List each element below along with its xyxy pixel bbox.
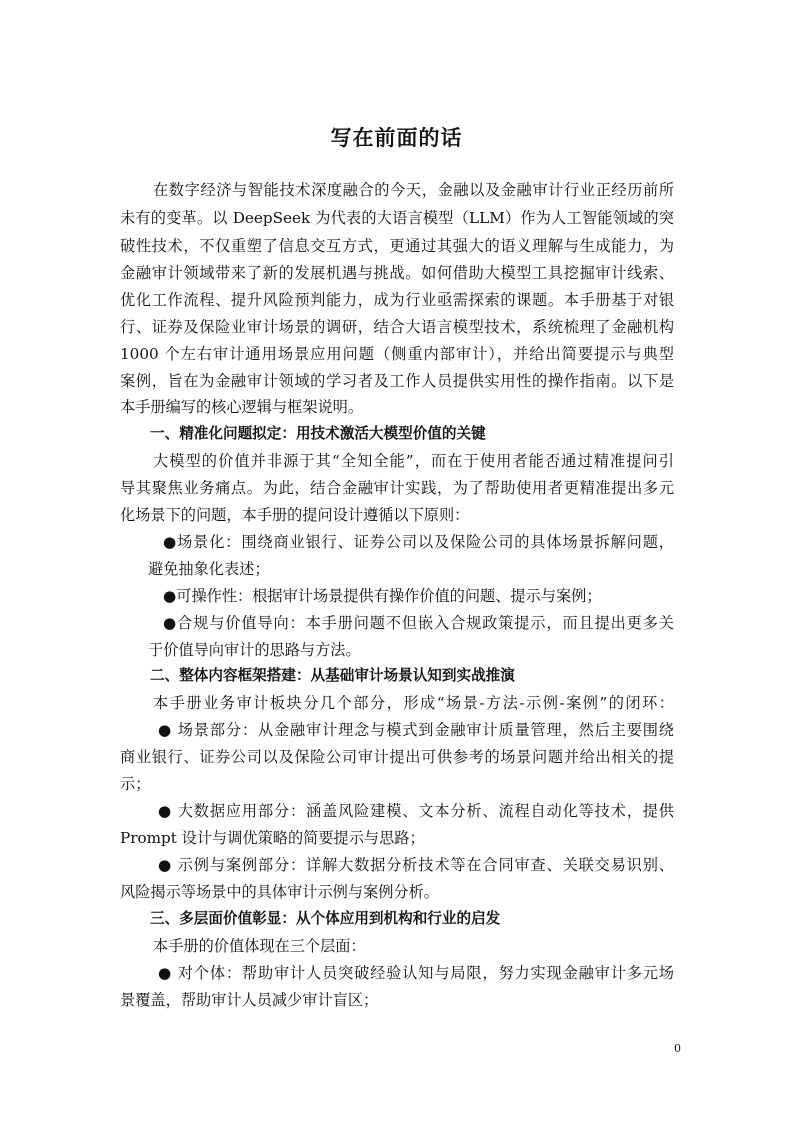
bullet-item-line: 商业银行、证券公司以及保险公司审计提出可供参考的场景问题并给出相关的提 bbox=[120, 748, 674, 766]
bullet-item-line: ● 大数据应用部分：涵盖风险建模、文本分析、流程自动化等技术，提供 bbox=[158, 802, 674, 820]
bullet-item-line: 于价值导向审计的思路与方法。 bbox=[148, 641, 361, 659]
bullet-item-line: ●合规与价值导向：本手册问题不但嵌入合规政策提示，而且提出更多关 bbox=[163, 614, 674, 632]
section-heading-3: 三、多层面价值彰显：从个体应用到机构和行业的启发 bbox=[150, 910, 501, 927]
bullet-item-line: ● 场景部分：从金融审计理念与模式到金融审计质量管理，然后主要围绕 bbox=[158, 721, 674, 739]
page-title: 写在前面的话 bbox=[330, 126, 463, 150]
bullet-item-line: ●可操作性：根据审计场景提供有操作价值的问题、提示与案例； bbox=[163, 587, 602, 605]
bullet-item-line: ●场景化：围绕商业银行、证券公司以及保险公司的具体场景拆解问题， bbox=[163, 533, 674, 551]
paragraph-line: 本手册编写的核心逻辑与框架说明。 bbox=[120, 398, 363, 416]
page-number: 0 bbox=[674, 1042, 681, 1055]
paragraph-line: 未有的变革。以 DeepSeek 为代表的大语言模型（LLM）作为人工智能领域的突 bbox=[120, 209, 674, 227]
section-heading-1: 一、精准化问题拟定：用技术激活大模型价值的关键 bbox=[150, 425, 486, 442]
paragraph-line: 优化工作流程、提升风险预判能力，成为行业亟需探索的课题。本手册基于对银 bbox=[120, 291, 674, 309]
bullet-item-line: ● 对个体：帮助审计人员突破经验认知与局限，努力实现金融审计多元场 bbox=[158, 964, 674, 982]
bullet-item-line: 风险揭示等场景中的具体审计示例与案例分析。 bbox=[120, 883, 439, 901]
paragraph-line: 大模型的价值并非源于其“全知全能”，而在于使用者能否通过精准提问引 bbox=[153, 452, 674, 470]
paragraph-line: 化场景下的问题，本手册的提问设计遵循以下原则： bbox=[120, 506, 470, 524]
paragraph-line: 案例，旨在为金融审计领域的学习者及工作人员提供实用性的操作指南。以下是 bbox=[120, 372, 674, 390]
paragraph-line: 1000 个左右审计通用场景应用问题（侧重内部审计），并给出简要提示与典型 bbox=[120, 345, 674, 363]
paragraph-line: 行、证券及保险业审计场景的调研，结合大语言模型技术，系统梳理了金融机构 bbox=[120, 318, 674, 336]
paragraph-line: 导其聚焦业务痛点。为此，结合金融审计实践，为了帮助使用者更精准提出多元 bbox=[120, 479, 674, 497]
bullet-item-line: 景覆盖，帮助审计人员减少审计盲区； bbox=[120, 991, 379, 1009]
section-heading-2: 二、整体内容框架搭建：从基础审计场景认知到实战推演 bbox=[150, 667, 515, 684]
paragraph-line: 金融审计领域带来了新的发展机遇与挑战。如何借助大模型工具挖掘审计线索、 bbox=[120, 264, 674, 282]
paragraph-line: 在数字经济与智能技术深度融合的今天，金融以及金融审计行业正经历前所 bbox=[153, 181, 674, 199]
bullet-item-line: 示； bbox=[120, 775, 151, 793]
paragraph-line: 破性技术，不仅重塑了信息交互方式，更通过其强大的语义理解与生成能力，为 bbox=[120, 237, 674, 255]
paragraph-line: 本手册业务审计板块分几个部分，形成“场景-方法-示例-案例”的闭环： bbox=[153, 694, 674, 712]
bullet-item-line: 避免抽象化表述； bbox=[148, 560, 270, 578]
bullet-item-line: Prompt 设计与调优策略的简要提示与思路； bbox=[120, 829, 425, 847]
bullet-item-line: ● 示例与案例部分：详解大数据分析技术等在合同审查、关联交易识别、 bbox=[158, 856, 674, 874]
paragraph-line: 本手册的价值体现在三个层面： bbox=[153, 937, 366, 955]
